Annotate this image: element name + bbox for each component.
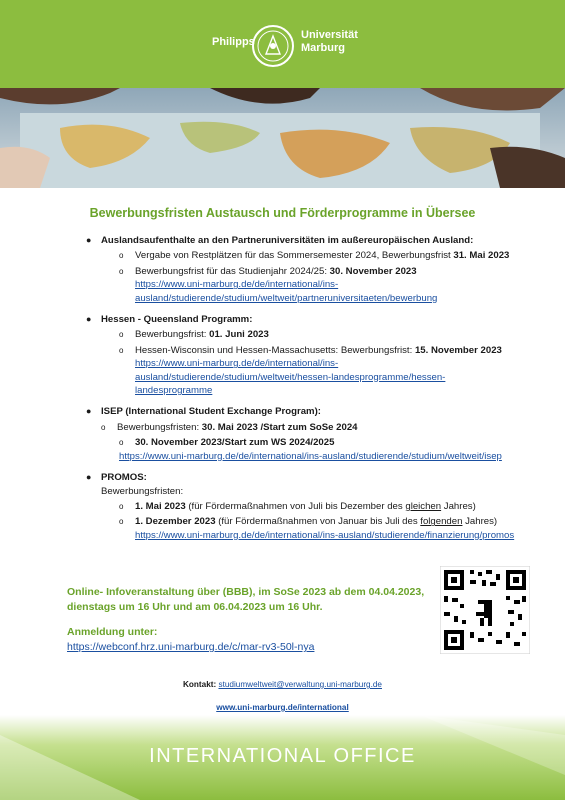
contact-line [0,680,565,689]
isep-link[interactable]: https://www.uni-marburg.de/de/international/ins-ausland/studierende/studium/weltweit/isep [119,450,502,462]
section-isep: ● ISEP (International Student Exchange Program): o Bewerbungsfristen: 30. Mai 2023 /Start zum SoSe 2024 o 30. November 2023/Start zum WS 2024/2025 https://www.uni-marburg.de/de/international/ins-ausland/studierende/studium/weltweit/isep [86,405,516,463]
circle-bullet-icon: o [119,438,124,448]
page-headline: Bewerbungsfristen Austausch und Förderprogramme in Übersee [89,206,476,220]
bullet-icon: ● [86,235,92,245]
header-bar [0,0,565,88]
circle-bullet-icon: o [101,422,106,432]
section-partner-universities: ● Auslandsaufenthalte an den Partneruniversitäten im außereuropäischen Ausland: o Vergabe von Restplätzen für das Sommersemester 2024, Bewerbungsfrist 31. Mai 2023 o Bewerbungsfrist für das Studienjahr 2024/25: 30. November 2023 https://www.uni-marburg.de/de/international/ins-ausland/studierende/studium/weltweit/partneruniversitaeten/bewerbung [86,234,516,305]
section-hessen-queensland: ● Hessen - Queensland Programm: o Bewerbungsfrist: 01. Juni 2023 o Hessen-Wisconsin und Hessen-Massachusetts: Bewerbungsfrist: 15. November 2023 https://www.uni-marburg.de/de/international/ins-ausland/studierende/studium/weltweit/hessen-landesprogramme/hessen-landesprogramme [86,313,516,397]
hessen-programs-link[interactable]: https://www.uni-marburg.de/de/international/ins-ausland/studierende/studium/weltweit/hessen-landesprogramme/hessen-landesprogramme [135,358,446,397]
circle-bullet-icon: o [119,345,124,355]
list-item: o Bewerbungsfrist: 01. Juni 2023 [119,329,269,341]
website-line [0,703,565,712]
list-item: o 30. November 2023/Start zum WS 2024/2025 [119,437,335,449]
bullet-icon: ● [86,406,92,417]
promos-intro: Bewerbungsfristen: [101,485,184,497]
deadlines-list [86,234,516,550]
bullet-icon: ● [86,472,92,483]
university-seal-icon [251,24,295,68]
list-item: o Bewerbungsfrist für das Studienjahr 2024/25: 30. November 2023 https://www.uni-marburg.de/de/international/ins-ausland/studierende/studium/weltweit/partneruniversitaeten/bewerbung [101,265,516,305]
promos-link[interactable]: https://www.uni-marburg.de/de/international/ins-ausland/studierende/finanzierung/promos [135,529,515,541]
list-item: o Vergabe von Restplätzen für das Sommersemester 2024, Bewerbungsfrist 31. Mai 2023 [119,250,510,262]
footer-title: INTERNATIONAL OFFICE [149,745,416,767]
list-item: o Bewerbungsfristen: 30. Mai 2023 /Start zum SoSe 2024 [101,421,358,433]
qr-code-icon [440,566,530,654]
list-item: o 1. Dezember 2023 (für Fördermaßnahmen von Januar bis Juli des folgenden Jahres) https://www.uni-marburg.de/de/international/ins-ausland/studierende/finanzierung/promos [119,516,515,541]
circle-bullet-icon: o [119,501,124,511]
registration-link[interactable]: https://webconf.hrz.uni-marburg.de/c/mar-rv3-50l-nya [67,641,315,653]
circle-bullet-icon: o [119,330,124,340]
registration-label: Anmeldung unter: [67,626,158,638]
bullet-icon: ● [86,314,92,325]
section-promos: ● PROMOS: Bewerbungsfristen: o 1. Mai 2023 (für Fördermaßnahmen von Juli bis Dezember des gleichen Jahres) o 1. Dezember 2023 (für Fördermaßnahmen von Januar bis Juli des folgenden Jahres) https://www.uni-marburg.de/de/international/ins-ausland/studierende/finanzierung/promos [86,472,515,541]
info-event-text: Online- Infoveranstaltung über (BBB), im SoSe 2023 ab dem 04.04.2023, dienstags um 16 Uhr und am 06.04.2023 um 16 Uhr. [67,586,425,613]
world-map-photo [0,88,565,188]
contact-email-link[interactable]: studiumweltweit@verwaltung.uni-marburg.de [218,680,382,689]
logo-text-universitaet: Universität Marburg [301,29,358,54]
partner-universities-link[interactable]: https://www.uni-marburg.de/de/international/ins-ausland/studierende/studium/weltweit/partneruniversitaeten/bewerbung [135,279,438,304]
contact-label: Kontakt: [183,680,217,689]
website-link[interactable]: www.uni-marburg.de/international [216,703,349,712]
circle-bullet-icon: o [119,251,124,261]
list-item: o Hessen-Wisconsin und Hessen-Massachusetts: Bewerbungsfrist: 15. November 2023 https://www.uni-marburg.de/de/international/ins-ausland/studierende/studium/weltweit/hessen-landesprogramme/hessen-landesprogramme [101,344,516,398]
circle-bullet-icon: o [119,517,124,527]
logo-text-philipps: Philipps [212,36,255,48]
list-item: o 1. Mai 2023 (für Fördermaßnahmen von Juli bis Dezember des gleichen Jahres) [119,500,476,512]
circle-bullet-icon: o [119,266,124,276]
